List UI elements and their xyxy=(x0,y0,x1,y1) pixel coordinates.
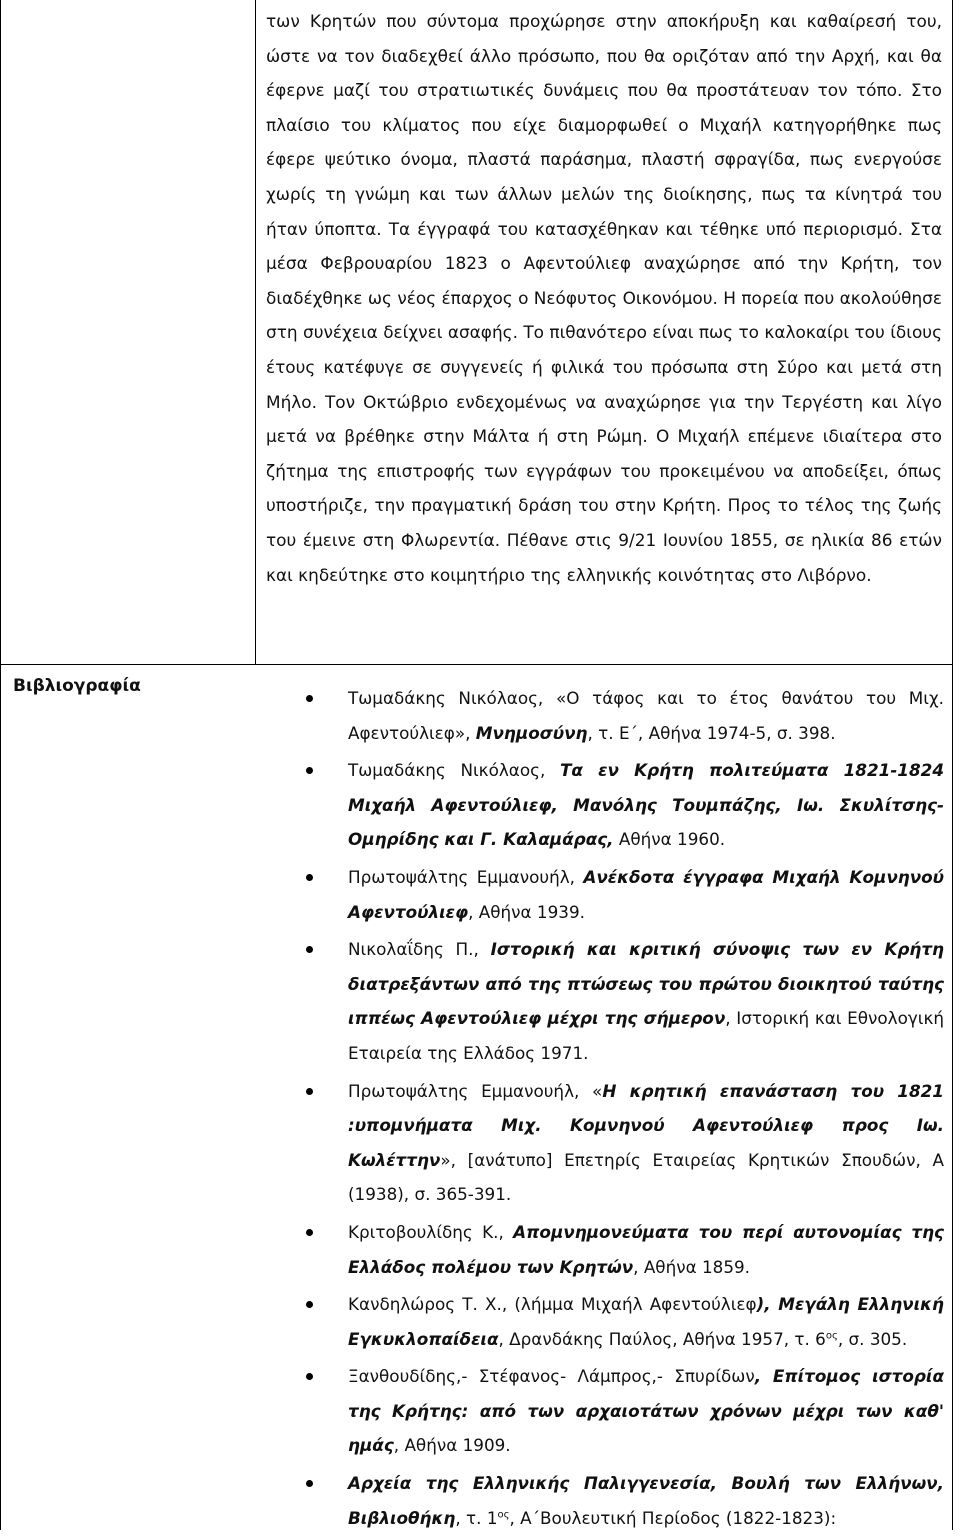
ref-title: Μνημοσύνη xyxy=(475,722,588,743)
ref-publication: , τ. 1 xyxy=(455,1507,498,1528)
ref-author: Τωμαδάκης Νικόλαος, «Ο τάφος και το έτος θανάτου του Μιχ. Αφεντούλιεφ», xyxy=(348,688,944,743)
ref-publication: , τ. Ε΄, Αθήνα 1974-5, σ. 398. xyxy=(587,722,836,743)
list-item xyxy=(298,1287,944,1356)
ref-pages: , Α΄Βουλευτική Περίοδος (1822-1823): xyxy=(509,1507,837,1528)
table-border-left xyxy=(0,0,1,1530)
ref-publication: », [ανάτυπο] Επετηρίς Εταιρείας Κρητικών Σπουδών, Α (1938), σ. 365-391. xyxy=(348,1149,944,1205)
ref-publication: Αθήνα 1960. xyxy=(613,829,726,850)
list-item xyxy=(298,753,944,857)
ref-author: Κανδηλώρος Τ. Χ., (λήμμα Μιχαήλ Αφεντούλιεφ xyxy=(348,1294,757,1315)
ref-author: Νικολαΐδης Π., xyxy=(348,939,491,960)
list-item xyxy=(298,681,944,750)
ref-title: ), Μεγάλη Ελληνική Εγκυκλοπαίδεια xyxy=(348,1294,944,1349)
ref-title: Απομνημονεύματα του περί αυτονομίας της Ελλάδος πολέμου των Κρητών xyxy=(348,1221,944,1277)
biography-cell xyxy=(266,4,942,592)
ref-title: Η κρητική επανάσταση του 1821 :υπομνήματα Μιχ. Κομνηνού Αφεντούλιεφ προς Ιω. Κωλέττην xyxy=(348,1080,944,1170)
ref-title: Ανέκδοτα έγγραφα Μιχαήλ Κομνηνού Αφεντούλιεφ xyxy=(348,866,944,922)
ref-author: Ξανθουδίδης,- Στέφανος- Λάμπρος,- Σπυρίδων xyxy=(348,1366,755,1387)
ref-superscript: ος xyxy=(825,1330,838,1342)
list-item xyxy=(298,1215,944,1284)
ref-publication: , Αθήνα 1859. xyxy=(633,1256,751,1277)
ref-title: Τα εν Κρήτη πολιτεύματα 1821-1824 Μιχαήλ Αφεντούλιεφ, Μανόλης Τουμπάζης, Ιω. Σκυλίτσης-Ομηρίδης και Γ. Καλαμάρας, xyxy=(348,760,945,850)
bibliography-label: Βιβλιογραφία xyxy=(13,676,141,696)
ref-publication: , Αθήνα 1939. xyxy=(468,901,585,922)
list-item xyxy=(298,1359,944,1463)
list-item xyxy=(298,932,944,1070)
list-item xyxy=(298,860,944,929)
ref-author: Πρωτοψάλτης Εμμανουήλ, « xyxy=(348,1080,603,1101)
list-item xyxy=(298,1074,944,1212)
ref-author: Πρωτοψάλτης Εμμανουήλ, xyxy=(348,866,584,887)
ref-publication: , Ιστορική και Εθνολογική Εταιρεία της Ελλάδος 1971. xyxy=(348,1008,945,1063)
biography-paragraph: των Κρητών που σύντομα προχώρησε στην αποκήρυξη και καθαίρεσή του, ώστε να τον διαδεχθεί άλλο πρόσωπο, που θα οριζόταν από την Αρχή, και θα έφερνε μαζί του στρατιωτικές δυνάμεις που θα προστάτευαν τον τόπο. Στο πλαίσιο του κλίματος που είχε διαμορφωθεί ο Μιχαήλ κατηγορήθηκε πως έφερε ψεύτικο όνομα, πλαστά παράσημα, πλαστή σφραγίδα, πως ενεργούσε χωρίς τη γνώμη και των άλλων μελών της διοίκησης, πως τα κίνητρά του ήταν ύποπτα. Τα έγγραφά του κατασχέθηκαν και τέθηκε υπό περιορισμό. Στα μέσα Φεβρουαρίου 1823 ο Αφεντούλιεφ αναχώρησε από την Κρήτη, τον διαδέχθηκε ως νέος έπαρχος ο Νεόφυτος Οικονόμου. Η πορεία που ακολούθησε στη συνέχεια δείχνει ασαφής. Το πιθανότερο είναι πως το καλοκαίρι του ίδιους έτους κατέφυγε σε συγγενείς ή φιλικά του πρόσωπα στη Σύρο και μετά στη Μήλο. Τον Οκτώβριο ενδεχομένως να αναχώρησε για την Τεργέστη και λίγο μετά να βρέθηκε στην Μάλτα ή στη Ρώμη. Ο Μιχαήλ επέμενε ιδιαίτερα στο ζήτημα της επιστροφής των εγγράφων του προκειμένου να αποδείξει, όπως υποστήριζε, την πραγματική δράση του στην Κρήτη. Προς το τέλος της ζωής του έμεινε στη Φλωρεντία. Πέθανε στις 9/21 Ιουνίου 1855, σε ηλικία 86 ετών και κηδεύτηκε στο κοιμητήριο της ελληνικής κοινότητας στο Λιβόρνο. xyxy=(266,11,942,585)
ref-pages: , σ. 305. xyxy=(837,1328,908,1349)
ref-title: Ιστορική και κριτική σύνοψις των εν Κρήτη διατρεξάντων από της πτώσεως του πρώτου διοικητού ταύτης ιππέως Αφεντούλιεφ μέχρι της σήμερον xyxy=(348,939,944,1029)
ref-publication: , Δρανδάκης Παύλος, Αθήνα 1957, τ. 6 xyxy=(498,1328,826,1349)
table-border-right xyxy=(952,0,953,1530)
ref-superscript: ος xyxy=(497,1509,510,1521)
ref-author: Τωμαδάκης Νικόλαος, xyxy=(348,760,560,781)
bibliography-list xyxy=(298,681,944,1538)
list-item xyxy=(298,1466,944,1535)
row-divider xyxy=(0,664,953,665)
ref-title: , Επίτομος ιστορία της Κρήτης: από των αρχαιοτάτων χρόνων μέχρι των καθ' ημάς xyxy=(348,1366,944,1456)
column-divider xyxy=(255,0,256,664)
ref-author: Κριτοβουλίδης Κ., xyxy=(348,1221,514,1242)
ref-title: Αρχεία της Ελληνικής Παλιγγενεσία, Βουλή των Ελλήνων, Βιβλιοθήκη xyxy=(348,1473,944,1528)
ref-publication: , Αθήνα 1909. xyxy=(393,1435,511,1456)
